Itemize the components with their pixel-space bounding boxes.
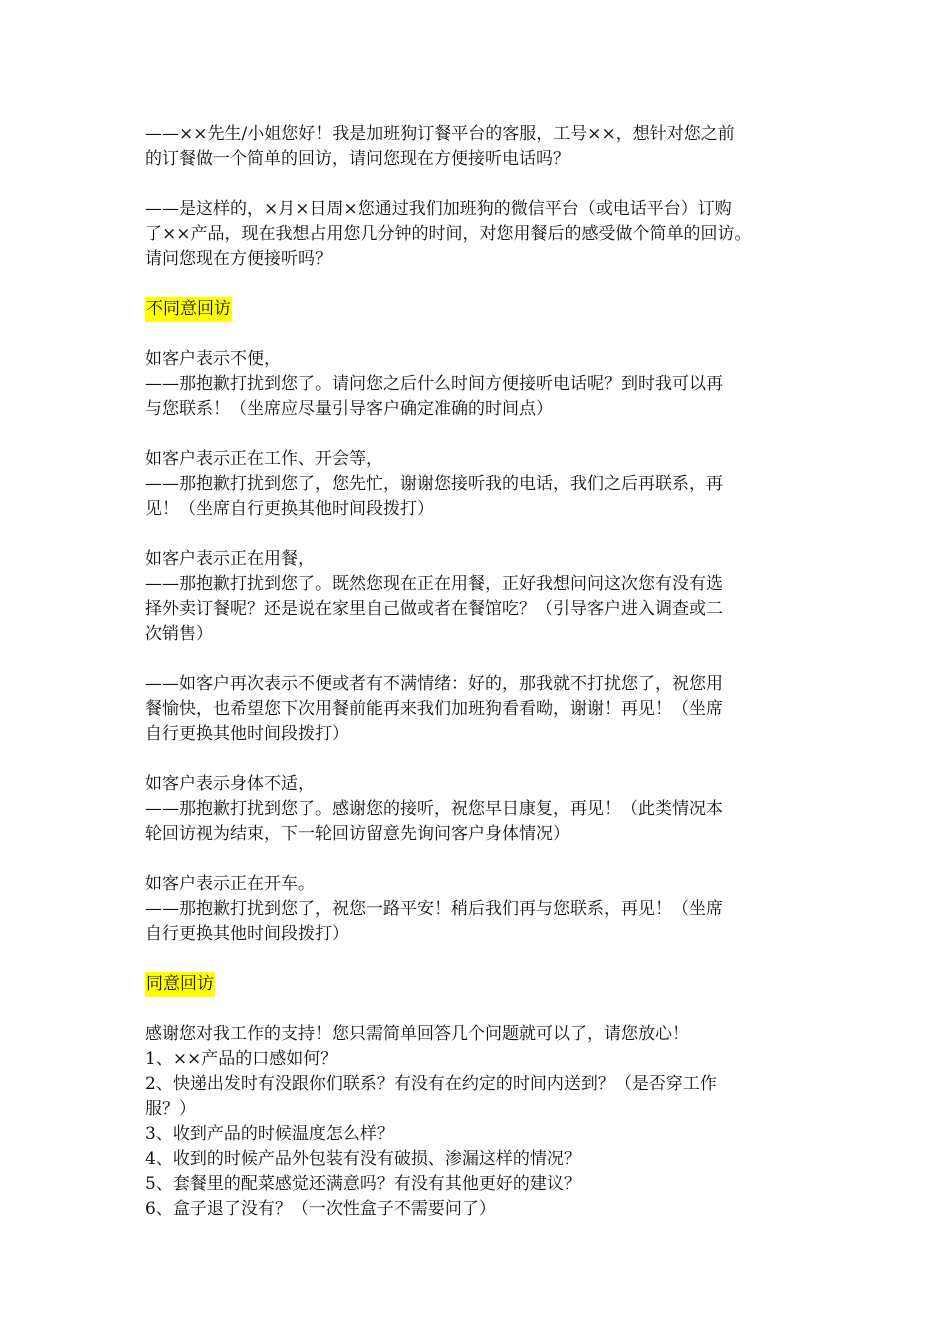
intro-greeting bbox=[145, 122, 810, 172]
question-text: 4、收到的时候产品外包装有没有破损、渗漏这样的情况？ bbox=[145, 1149, 581, 1169]
text-line: 如客户表示正在工作、开会等， bbox=[145, 449, 383, 469]
text-line: ——那抱歉打扰到您了。请问您之后什么时间方便接听电话呢？到时我可以再 bbox=[145, 374, 723, 394]
list-item bbox=[145, 1122, 810, 1147]
agree-heading: 同意回访 bbox=[145, 972, 215, 997]
list-item bbox=[145, 1147, 810, 1172]
question-text: 服？） bbox=[145, 1099, 196, 1119]
text-line: 如客户表示身体不适， bbox=[145, 774, 315, 794]
question-text: 1、××产品的口感如何？ bbox=[145, 1049, 338, 1069]
text-line: ——那抱歉打扰到您了。既然您现在正在用餐，正好我想问问这次您有没有选 bbox=[145, 574, 723, 594]
text-line: ——××先生/小姐您好！我是加班狗订餐平台的客服，工号××，想针对您之前 bbox=[145, 124, 735, 144]
text-line: 轮回访视为结束，下一轮回访留意先询问客户身体情况） bbox=[145, 824, 570, 844]
list-item bbox=[145, 1197, 810, 1222]
text-line: 择外卖订餐呢？还是说在家里自己做或者在餐馆吃？（引导客户进入调查或二 bbox=[145, 599, 723, 619]
question-list bbox=[145, 1047, 810, 1222]
question-text: 6、盒子退了没有？（一次性盒子不需要问了） bbox=[145, 1199, 496, 1219]
case-dining bbox=[145, 547, 810, 647]
case-unwell bbox=[145, 772, 810, 847]
text-line: 的订餐做一个简单的回访，请问您现在方便接听电话吗？ bbox=[145, 149, 570, 169]
agree-intro: 感谢您对我工作的支持！您只需简单回答几个问题就可以了，请您放心！ bbox=[145, 1024, 689, 1044]
document-body bbox=[145, 122, 810, 1222]
text-line: 自行更换其他时间段拨打） bbox=[145, 724, 349, 744]
text-line: 了××产品，现在我想占用您几分钟的时间，对您用餐后的感受做个简单的回访。 bbox=[145, 224, 752, 244]
text-line: ——如客户再次表示不便或者有不满情绪：好的，那我就不打扰您了，祝您用 bbox=[145, 674, 723, 694]
text-line: 自行更换其他时间段拨打） bbox=[145, 924, 349, 944]
decline-heading: 不同意回访 bbox=[145, 297, 232, 322]
case-driving bbox=[145, 872, 810, 947]
text-line: 如客户表示不便， bbox=[145, 349, 281, 369]
text-line: 见！（坐席自行更换其他时间段拨打） bbox=[145, 499, 434, 519]
text-line: 如客户表示正在开车。 bbox=[145, 874, 315, 894]
text-line: ——那抱歉打扰到您了，您先忙，谢谢您接听我的电话，我们之后再联系，再 bbox=[145, 474, 723, 494]
text-line: ——那抱歉打扰到您了。感谢您的接听，祝您早日康复，再见！（此类情况本 bbox=[145, 799, 723, 819]
question-text: 5、套餐里的配菜感觉还满意吗？有没有其他更好的建议？ bbox=[145, 1174, 581, 1194]
intro-explanation bbox=[145, 197, 810, 272]
list-item bbox=[145, 1047, 810, 1072]
case-working bbox=[145, 447, 810, 522]
text-line: ——是这样的，×月×日周×您通过我们加班狗的微信平台（或电话平台）订购 bbox=[145, 199, 732, 219]
question-text: 2、快递出发时有没跟你们联系？有没有在约定的时间内送到？（是否穿工作 bbox=[145, 1074, 717, 1094]
text-line: 请问您现在方便接听吗？ bbox=[145, 249, 332, 269]
list-item bbox=[145, 1172, 810, 1197]
text-line: 与您联系！（坐席应尽量引导客户确定准确的时间点） bbox=[145, 399, 553, 419]
text-line: 餐愉快，也希望您下次用餐前能再来我们加班狗看看呦，谢谢！再见！（坐席 bbox=[145, 699, 723, 719]
list-item bbox=[145, 1072, 810, 1122]
agree-section bbox=[145, 1022, 810, 1222]
case-unhappy bbox=[145, 672, 810, 747]
text-line: 次销售） bbox=[145, 624, 213, 644]
text-line: ——那抱歉打扰到您了，祝您一路平安！稍后我们再与您联系，再见！（坐席 bbox=[145, 899, 723, 919]
text-line: 如客户表示正在用餐， bbox=[145, 549, 315, 569]
question-text: 3、收到产品的时候温度怎么样？ bbox=[145, 1124, 394, 1144]
case-inconvenient bbox=[145, 347, 810, 422]
